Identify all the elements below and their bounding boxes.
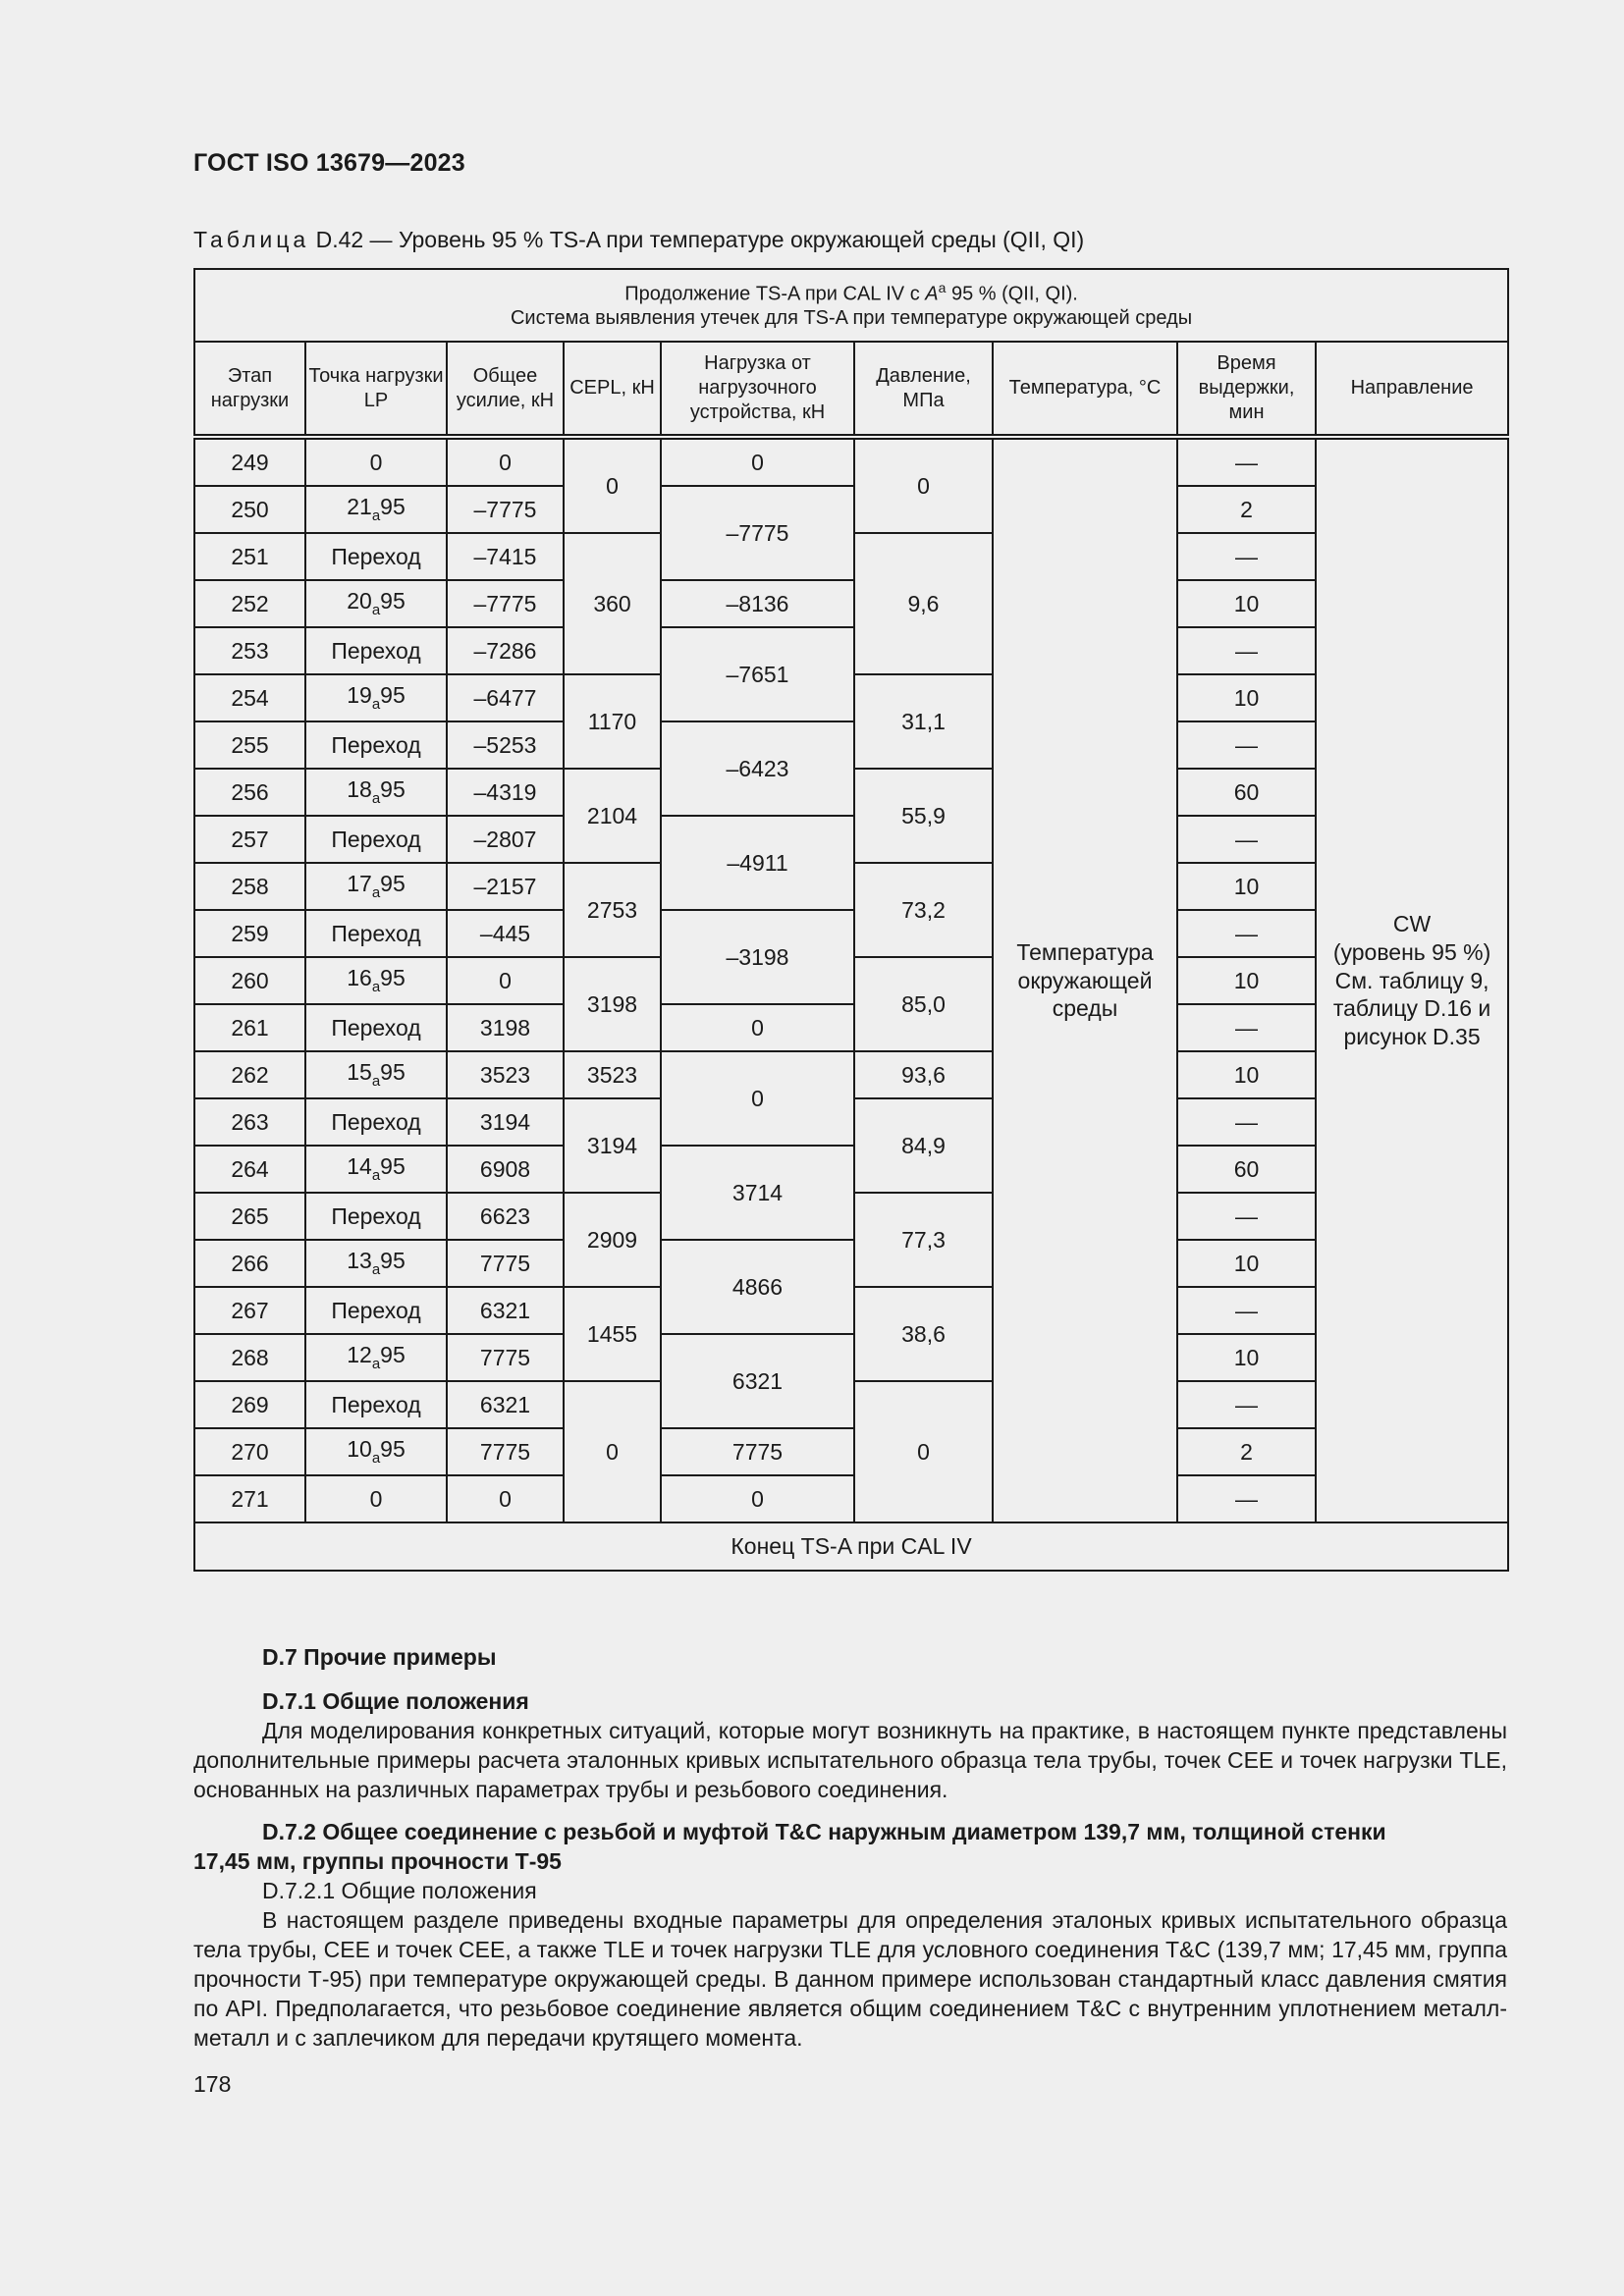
lp-suffix: 95 bbox=[380, 1153, 406, 1180]
lp-subscript: a bbox=[371, 1167, 381, 1185]
device-load-cell: –4911 bbox=[661, 816, 854, 910]
load-point-cell bbox=[305, 580, 447, 627]
direction-cell bbox=[1316, 437, 1508, 1522]
table-row bbox=[194, 1051, 1508, 1098]
stage-cell: 268 bbox=[194, 1334, 305, 1381]
lp-base: 10 bbox=[347, 1436, 372, 1463]
total-force-cell: –7415 bbox=[447, 533, 564, 580]
total-force-cell: –6477 bbox=[447, 674, 564, 721]
table-row bbox=[194, 1004, 1508, 1051]
stage-cell: 252 bbox=[194, 580, 305, 627]
hold-time-cell: 10 bbox=[1177, 580, 1316, 627]
column-header: Нагрузка от нагрузочного устройства, кН bbox=[661, 342, 854, 437]
lp-suffix: 95 bbox=[380, 588, 406, 614]
lp-suffix: 95 bbox=[380, 1248, 406, 1274]
load-point-cell: Переход bbox=[305, 1381, 447, 1428]
total-force-cell: 6321 bbox=[447, 1287, 564, 1334]
column-header: CEPL, кН bbox=[564, 342, 661, 437]
cepl-cell: 1170 bbox=[564, 674, 661, 769]
continuation-a: a bbox=[938, 279, 947, 295]
lp-subscript: a bbox=[371, 884, 381, 902]
total-force-cell: –2807 bbox=[447, 816, 564, 863]
load-point-cell: Переход bbox=[305, 627, 447, 674]
lp-subscript: a bbox=[371, 1073, 381, 1091]
stage-cell: 259 bbox=[194, 910, 305, 957]
total-force-cell: 3194 bbox=[447, 1098, 564, 1146]
pressure-cell: 0 bbox=[854, 437, 993, 533]
lp-subscript: a bbox=[371, 1450, 381, 1468]
pressure-cell: 55,9 bbox=[854, 769, 993, 863]
hold-time-cell: — bbox=[1177, 816, 1316, 863]
device-load-cell: –3198 bbox=[661, 910, 854, 1004]
load-point-cell: Переход bbox=[305, 816, 447, 863]
cepl-cell: 3523 bbox=[564, 1051, 661, 1098]
lp-subscript: a bbox=[371, 1261, 381, 1279]
total-force-cell: 7775 bbox=[447, 1334, 564, 1381]
pressure-cell: 84,9 bbox=[854, 1098, 993, 1193]
load-point-cell bbox=[305, 1334, 447, 1381]
load-point-cell: Переход bbox=[305, 533, 447, 580]
lp-suffix: 95 bbox=[380, 1436, 406, 1463]
table-row bbox=[194, 1475, 1508, 1522]
lp-subscript: a bbox=[371, 602, 381, 619]
load-point-cell bbox=[305, 863, 447, 910]
cepl-cell: 3198 bbox=[564, 957, 661, 1051]
table-caption bbox=[193, 227, 1084, 253]
hold-time-cell: 10 bbox=[1177, 1334, 1316, 1381]
lp-base: 20 bbox=[347, 588, 372, 614]
hold-time-cell: 60 bbox=[1177, 769, 1316, 816]
device-load-cell: 0 bbox=[661, 1004, 854, 1051]
load-point-cell bbox=[305, 1146, 447, 1193]
hold-time-cell: — bbox=[1177, 1287, 1316, 1334]
table-row bbox=[194, 486, 1508, 533]
temperature-cell: Температура окружающей среды bbox=[993, 437, 1177, 1522]
stage-cell: 258 bbox=[194, 863, 305, 910]
total-force-cell: –445 bbox=[447, 910, 564, 957]
lp-suffix: 95 bbox=[380, 965, 406, 991]
load-point-cell: Переход bbox=[305, 910, 447, 957]
stage-cell: 257 bbox=[194, 816, 305, 863]
lp-base: 16 bbox=[347, 965, 372, 991]
hold-time-cell: 60 bbox=[1177, 1146, 1316, 1193]
device-load-cell: –7775 bbox=[661, 486, 854, 580]
stage-cell: 271 bbox=[194, 1475, 305, 1522]
device-load-cell: 6321 bbox=[661, 1334, 854, 1428]
direction-line: См. таблицу 9, bbox=[1334, 967, 1489, 993]
table-row bbox=[194, 910, 1508, 957]
lp-suffix: 95 bbox=[380, 682, 406, 709]
total-force-cell: 0 bbox=[447, 957, 564, 1004]
hold-time-cell: — bbox=[1177, 533, 1316, 580]
total-force-cell: 6623 bbox=[447, 1193, 564, 1240]
pressure-cell: 0 bbox=[854, 1381, 993, 1522]
total-force-cell: 7775 bbox=[447, 1428, 564, 1475]
table-row bbox=[194, 721, 1508, 769]
stage-cell: 250 bbox=[194, 486, 305, 533]
d72-heading-line2: 17,45 мм, группы прочности Т-95 bbox=[193, 1848, 562, 1874]
lp-suffix: 95 bbox=[380, 1342, 406, 1368]
device-load-cell: 3714 bbox=[661, 1146, 854, 1240]
load-point-cell: Переход bbox=[305, 1004, 447, 1051]
stage-cell: 264 bbox=[194, 1146, 305, 1193]
load-point-cell bbox=[305, 1051, 447, 1098]
total-force-cell: 0 bbox=[447, 1475, 564, 1522]
cepl-cell: 0 bbox=[564, 437, 661, 533]
load-point-cell bbox=[305, 1428, 447, 1475]
table-row bbox=[194, 1146, 1508, 1193]
pressure-cell: 31,1 bbox=[854, 674, 993, 769]
table-row bbox=[194, 580, 1508, 627]
hold-time-cell: — bbox=[1177, 1381, 1316, 1428]
load-point-cell bbox=[305, 674, 447, 721]
d721-heading: D.7.2.1 Общие положения bbox=[262, 1878, 537, 1903]
total-force-cell: –7775 bbox=[447, 580, 564, 627]
hold-time-cell: — bbox=[1177, 1004, 1316, 1051]
stage-cell: 269 bbox=[194, 1381, 305, 1428]
load-point-cell: Переход bbox=[305, 1193, 447, 1240]
total-force-cell: –4319 bbox=[447, 769, 564, 816]
column-header: Общее усилие, кН bbox=[447, 342, 564, 437]
table-row bbox=[194, 1240, 1508, 1287]
direction-line: таблицу D.16 и bbox=[1332, 995, 1491, 1022]
cepl-cell: 3194 bbox=[564, 1098, 661, 1193]
stage-cell: 261 bbox=[194, 1004, 305, 1051]
device-load-cell: 0 bbox=[661, 437, 854, 486]
section-d72 bbox=[193, 1817, 1507, 2053]
lp-base: 19 bbox=[347, 682, 372, 709]
direction-line: рисунок D.35 bbox=[1343, 1024, 1481, 1050]
lp-subscript: a bbox=[371, 696, 381, 714]
stage-cell: 266 bbox=[194, 1240, 305, 1287]
cepl-cell: 2909 bbox=[564, 1193, 661, 1287]
total-force-cell: 7775 bbox=[447, 1240, 564, 1287]
hold-time-cell: — bbox=[1177, 910, 1316, 957]
table-footer: Конец TS-A при CAL IV bbox=[194, 1522, 1508, 1571]
load-point-cell: Переход bbox=[305, 1098, 447, 1146]
stage-cell: 253 bbox=[194, 627, 305, 674]
total-force-cell: 3198 bbox=[447, 1004, 564, 1051]
section-d71 bbox=[193, 1686, 1507, 1804]
pressure-cell: 38,6 bbox=[854, 1287, 993, 1381]
lp-subscript: a bbox=[371, 979, 381, 996]
load-point-cell: Переход bbox=[305, 1287, 447, 1334]
stage-cell: 262 bbox=[194, 1051, 305, 1098]
lp-base: 13 bbox=[347, 1248, 372, 1274]
stage-cell: 256 bbox=[194, 769, 305, 816]
lp-base: 21 bbox=[347, 494, 372, 520]
device-load-cell: –7651 bbox=[661, 627, 854, 721]
total-force-cell: 6908 bbox=[447, 1146, 564, 1193]
cepl-cell: 360 bbox=[564, 533, 661, 674]
device-load-cell: –6423 bbox=[661, 721, 854, 816]
total-force-cell: –5253 bbox=[447, 721, 564, 769]
stage-cell: 255 bbox=[194, 721, 305, 769]
pressure-cell: 73,2 bbox=[854, 863, 993, 957]
stage-cell: 263 bbox=[194, 1098, 305, 1146]
d7-heading: D.7 Прочие примеры bbox=[262, 1644, 497, 1670]
total-force-cell: –2157 bbox=[447, 863, 564, 910]
stage-cell: 270 bbox=[194, 1428, 305, 1475]
table-caption-prefix: Таблица bbox=[193, 227, 310, 252]
stage-cell: 267 bbox=[194, 1287, 305, 1334]
data-table bbox=[193, 268, 1509, 1572]
total-force-cell: 6321 bbox=[447, 1381, 564, 1428]
table-continuation-title bbox=[194, 269, 1508, 342]
hold-time-cell: 10 bbox=[1177, 1051, 1316, 1098]
pressure-cell: 93,6 bbox=[854, 1051, 993, 1098]
stage-cell: 265 bbox=[194, 1193, 305, 1240]
load-point-cell: Переход bbox=[305, 721, 447, 769]
table-row bbox=[194, 1428, 1508, 1475]
hold-time-cell: — bbox=[1177, 1098, 1316, 1146]
device-load-cell: –8136 bbox=[661, 580, 854, 627]
column-header: Этап нагрузки bbox=[194, 342, 305, 437]
hold-time-cell: 10 bbox=[1177, 674, 1316, 721]
stage-cell: 260 bbox=[194, 957, 305, 1004]
cepl-cell: 2104 bbox=[564, 769, 661, 863]
load-point-cell bbox=[305, 486, 447, 533]
hold-time-cell: 2 bbox=[1177, 1428, 1316, 1475]
direction-line: (уровень 95 %) bbox=[1332, 938, 1491, 965]
stage-cell: 249 bbox=[194, 437, 305, 486]
hold-time-cell: — bbox=[1177, 437, 1316, 486]
total-force-cell: –7286 bbox=[447, 627, 564, 674]
hold-time-cell: 10 bbox=[1177, 1240, 1316, 1287]
d71-text: Для моделирования конкретных ситуаций, которые могут возникнуть на практике, в настоящем пункте представлены дополнительные примеры расчета эталонных кривых испытательного образца тела трубы, точек СЕЕ и точек нагрузки TLE, основанных на различных параметрах трубы и резьбового соединения. bbox=[193, 1718, 1507, 1802]
table-row bbox=[194, 816, 1508, 863]
page-number: 178 bbox=[193, 2071, 232, 2097]
column-header: Направление bbox=[1316, 342, 1508, 437]
device-load-cell: 4866 bbox=[661, 1240, 854, 1334]
lp-subscript: a bbox=[371, 507, 381, 525]
hold-time-cell: — bbox=[1177, 721, 1316, 769]
cepl-cell: 1455 bbox=[564, 1287, 661, 1381]
total-force-cell: 3523 bbox=[447, 1051, 564, 1098]
continuation-line1-pre: Продолжение TS-A при CAL IV с bbox=[624, 283, 926, 305]
total-force-cell: –7775 bbox=[447, 486, 564, 533]
total-force-cell: 0 bbox=[447, 437, 564, 486]
lp-base: 12 bbox=[347, 1342, 372, 1368]
hold-time-cell: — bbox=[1177, 1475, 1316, 1522]
continuation-line1-post: 95 % (QII, QI). bbox=[946, 283, 1078, 305]
lp-subscript: a bbox=[371, 1356, 381, 1373]
lp-subscript: a bbox=[371, 790, 381, 808]
load-point-cell bbox=[305, 769, 447, 816]
table-caption-text: D.42 — Уровень 95 % TS-A при температуре окружающей среды (QII, QI) bbox=[315, 227, 1085, 252]
device-load-cell: 0 bbox=[661, 1051, 854, 1146]
column-header: Температура, °С bbox=[993, 342, 1177, 437]
table-row bbox=[194, 437, 1508, 486]
lp-base: 14 bbox=[347, 1153, 372, 1180]
device-load-cell: 7775 bbox=[661, 1428, 854, 1475]
device-load-cell: 0 bbox=[661, 1475, 854, 1522]
table-row bbox=[194, 627, 1508, 674]
column-header: Точка нагрузки LP bbox=[305, 342, 447, 437]
hold-time-cell: — bbox=[1177, 1193, 1316, 1240]
pressure-cell: 9,6 bbox=[854, 533, 993, 674]
stage-cell: 254 bbox=[194, 674, 305, 721]
lp-suffix: 95 bbox=[380, 494, 406, 520]
cepl-cell: 0 bbox=[564, 1381, 661, 1522]
hold-time-cell: 10 bbox=[1177, 957, 1316, 1004]
load-point-cell bbox=[305, 957, 447, 1004]
lp-base: 15 bbox=[347, 1059, 372, 1086]
hold-time-cell: 2 bbox=[1177, 486, 1316, 533]
column-header: Время выдержки, мин bbox=[1177, 342, 1316, 437]
cepl-cell: 2753 bbox=[564, 863, 661, 957]
load-point-cell: 0 bbox=[305, 1475, 447, 1522]
d721-text: В настоящем разделе приведены входные параметры для определения эталоных кривых испытательного образца тела трубы, СЕЕ и точек СЕЕ, а также TLE и точек нагрузки TLE для условного соединения T&C (139,7 мм; 17,45 мм, группа прочности Т-95) при температуре окружающей среды. В данном примере использован стандартный класс давления смятия по API. Предполагается, что резьбовое соединение является общим соединением T&C с внутренним уплотнением металл-металл и с заплечиком для передачи крутящего момента. bbox=[193, 1907, 1507, 2051]
section-d7 bbox=[193, 1642, 1507, 1672]
load-point-cell bbox=[305, 1240, 447, 1287]
hold-time-cell: 10 bbox=[1177, 863, 1316, 910]
lp-base: 17 bbox=[347, 871, 372, 897]
lp-suffix: 95 bbox=[380, 1059, 406, 1086]
pressure-cell: 85,0 bbox=[854, 957, 993, 1051]
direction-line: CW bbox=[1392, 911, 1432, 937]
d71-heading: D.7.1 Общие положения bbox=[262, 1688, 529, 1714]
table-row bbox=[194, 1334, 1508, 1381]
column-header: Давление, МПа bbox=[854, 342, 993, 437]
hold-time-cell: — bbox=[1177, 627, 1316, 674]
lp-suffix: 95 bbox=[380, 871, 406, 897]
lp-suffix: 95 bbox=[380, 776, 406, 803]
d72-heading-line1: D.7.2 Общее соединение с резьбой и муфтой T&C наружным диаметром 139,7 мм, толщиной стенки bbox=[262, 1819, 1386, 1844]
continuation-line2: Система выявления утечек для TS-A при температуре окружающей среды bbox=[510, 307, 1193, 330]
pressure-cell: 77,3 bbox=[854, 1193, 993, 1287]
document-header: ГОСТ ISO 13679—2023 bbox=[193, 149, 465, 177]
lp-base: 18 bbox=[347, 776, 372, 803]
continuation-A: A bbox=[925, 283, 939, 305]
stage-cell: 251 bbox=[194, 533, 305, 580]
load-point-cell: 0 bbox=[305, 437, 447, 486]
